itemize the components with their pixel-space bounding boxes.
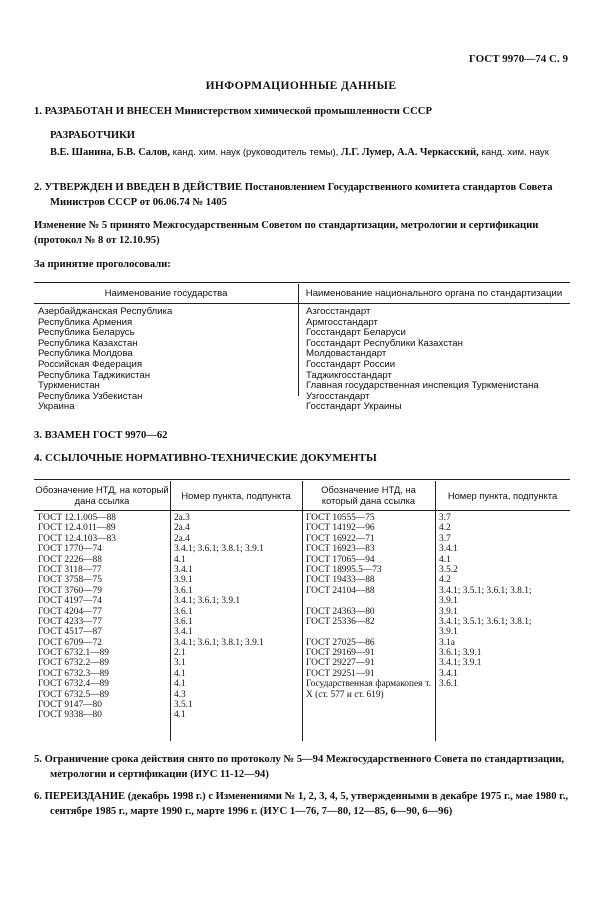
ref-col-item-right: Номер пункта, подпункта xyxy=(447,489,558,501)
ref-doc: ГОСТ 16922—71 xyxy=(306,533,375,544)
ref-doc: ГОСТ 29169—91 xyxy=(306,648,375,659)
ref-item: 3.4.1; 3.9.1 xyxy=(439,658,482,669)
ref-doc: ГОСТ 4517—87 xyxy=(38,627,102,638)
ref-doc: ГОСТ 14192—96 xyxy=(306,523,375,534)
ref-col-doc-left: Обозначение НТД, на который дана ссылка xyxy=(35,484,169,506)
ref-doc: ГОСТ 9147—80 xyxy=(38,700,102,711)
ref-divider-1 xyxy=(170,481,171,741)
ref-doc: ГОСТ 9338—80 xyxy=(38,710,102,721)
section-4: 4. ССЫЛОЧНЫЕ НОРМАТИВНО-ТЕХНИЧЕСКИЕ ДОКУМЕНТЫ xyxy=(34,452,377,464)
ref-doc: ГОСТ 29227—91 xyxy=(306,658,375,669)
agency-state: Туркменистан xyxy=(38,380,100,392)
ref-divider-2 xyxy=(302,481,303,741)
agencies-col-state: Наименование государства xyxy=(104,287,228,299)
ref-item: 3.6.1; 3.9.1 xyxy=(439,648,482,659)
ref-item: 3.4.1 xyxy=(173,564,193,575)
developers-list: В.Е. Шанина, Б.В. Салов, канд. хим. наук (руководитель темы), Л.Г. Лумер, А.А. Черкасский, канд. хим. наук xyxy=(50,147,549,158)
ref-item: 4.1 xyxy=(173,554,186,565)
references-table xyxy=(34,479,570,739)
section-3: 3. ВЗАМЕН ГОСТ 9970—62 xyxy=(34,430,168,441)
ref-item: 3.6.1 xyxy=(173,585,193,596)
ref-doc: ГОСТ 6732.1—89 xyxy=(38,648,109,659)
ref-doc: ГОСТ 6732.4—89 xyxy=(38,679,109,690)
section-1: 1. РАЗРАБОТАН И ВНЕСЕН Министерством химической промышленности СССР xyxy=(34,106,432,117)
agency-body: Госстандарт Беларуси xyxy=(306,327,406,339)
agencies-divider xyxy=(298,284,299,396)
agencies-table xyxy=(34,282,570,413)
ref-divider-3 xyxy=(435,481,436,741)
ref-left-items xyxy=(170,511,302,739)
section-2: 2. УТВЕРЖДЕН И ВВЕДЕН В ДЕЙСТВИЕ Постановлением Государственного комитета стандартов Совета Министров СССР от 06.06.74 № 1405 xyxy=(34,182,553,208)
ref-item: 3.5.2 xyxy=(439,564,458,575)
ref-item: 4.3 xyxy=(173,689,186,700)
agency-state: Республика Узбекистан xyxy=(38,390,143,402)
agency-body: Молдовастандарт xyxy=(306,348,387,360)
ref-doc: ГОСТ 19433—88 xyxy=(306,575,375,586)
ref-item: 3.4.1 xyxy=(439,668,458,679)
agencies-col-body: Наименование национального органа по стандартизации xyxy=(305,287,563,299)
agency-state: Республика Беларусь xyxy=(38,327,135,339)
ref-doc: ГОСТ 3118—77 xyxy=(38,564,102,575)
ref-right-items xyxy=(435,511,570,739)
ref-item: 3.1 xyxy=(173,658,186,669)
ref-item: 2а.3 xyxy=(173,513,190,523)
ref-doc-pharmacopoeia: Государственная фармакопея т. X (ст. 577 и ст. 619) xyxy=(306,679,432,700)
ref-item: 4.1 xyxy=(173,710,186,721)
agency-state: Республика Армения xyxy=(38,316,133,328)
ref-item: 3.9.1 xyxy=(439,596,458,607)
ref-item-pharmacopoeia: 3.6.1 xyxy=(439,679,458,690)
page-title: ИНФОРМАЦИОННЫЕ ДАННЫЕ xyxy=(205,80,397,92)
ref-item: 4.1 xyxy=(173,668,186,679)
ref-item: 2а.4 xyxy=(173,523,190,534)
ref-doc: ГОСТ 27025—86 xyxy=(306,637,375,648)
ref-doc: ГОСТ 6732.2—89 xyxy=(38,658,109,669)
ref-doc xyxy=(306,627,435,637)
references-table-body xyxy=(34,511,570,739)
agency-state: Республика Таджикистан xyxy=(38,369,151,381)
ref-item: 3.9.1 xyxy=(439,627,458,638)
ref-doc: ГОСТ 29251—91 xyxy=(306,668,375,679)
ref-doc: ГОСТ 1770—74 xyxy=(38,544,102,555)
ref-doc: ГОСТ 12.4.011—89 xyxy=(38,523,116,534)
ref-item: 4.1 xyxy=(173,679,186,690)
ref-item: 3.4.1; 3.6.1; 3.8.1; 3.9.1 xyxy=(173,637,264,648)
ref-item: 3.4.1; 3.5.1; 3.6.1; 3.8.1; xyxy=(439,585,532,596)
ref-doc: ГОСТ 3758—75 xyxy=(38,575,102,586)
ref-item: 3.1а xyxy=(439,637,455,648)
ref-item: 3.6.1 xyxy=(173,616,193,627)
ref-item: 4.2 xyxy=(439,575,451,586)
ref-doc: ГОСТ 24363—80 xyxy=(306,606,375,617)
ref-doc xyxy=(306,596,435,606)
agency-state: Азербайджанская Республика xyxy=(38,306,173,317)
ref-item: 3.9.1 xyxy=(439,606,458,617)
agency-body: Госстандарт Украины xyxy=(306,401,402,413)
ref-doc: ГОСТ 6732.5—89 xyxy=(38,689,109,700)
agency-body: Армгосстандарт xyxy=(306,316,378,328)
voted-heading: За принятие проголосовали: xyxy=(34,259,171,270)
ref-doc: ГОСТ 12.1.005—88 xyxy=(38,513,116,523)
page-header-ref: ГОСТ 9970—74 С. 9 xyxy=(468,53,568,65)
ref-item: 3.5.1 xyxy=(173,700,193,711)
ref-item: 4.2 xyxy=(439,523,451,534)
ref-item: 3.7 xyxy=(439,533,451,544)
section-6: 6. ПЕРЕИЗДАНИЕ (декабрь 1998 г.) с Изменениями № 1, 2, 3, 4, 5, утвержденными в декабре 1975 г., мае 1980 г., сентябре 1985 г., марте 1990 г., марте 1996 г. (ИУС 1—76, 7—80, 12—85, 6—90, 6—96) xyxy=(34,791,569,817)
developers-heading: РАЗРАБОТЧИКИ xyxy=(50,130,136,141)
ref-item: 3.4.1; 3.6.1; 3.9.1 xyxy=(173,596,241,607)
ref-doc: ГОСТ 6732.3—89 xyxy=(38,668,109,679)
agency-body: Госстандарт России xyxy=(306,358,396,370)
agencies-table-header xyxy=(34,282,570,304)
agency-body: Госстандарт Республики Казахстан xyxy=(306,337,463,349)
agency-state: Республика Молдова xyxy=(38,348,133,360)
ref-item: 3.4.1; 3.5.1; 3.6.1; 3.8.1; xyxy=(439,616,532,627)
ref-item: 3.7 xyxy=(439,513,451,523)
agency-state: Республика Казахстан xyxy=(38,337,138,349)
ref-doc: ГОСТ 10555—75 xyxy=(306,513,375,523)
ref-doc: ГОСТ 16923—83 xyxy=(306,544,375,555)
ref-item: 3.4.1 xyxy=(173,627,193,638)
ref-right-docs xyxy=(302,511,435,739)
ref-item: 2.1 xyxy=(173,648,186,659)
agency-body: Азгосстандарт xyxy=(306,306,371,317)
ref-doc: ГОСТ 12.4.103—83 xyxy=(38,533,116,544)
agencies-states-column xyxy=(34,304,298,413)
ref-doc: ГОСТ 3760—79 xyxy=(38,585,102,596)
agency-state: Украина xyxy=(38,401,75,413)
ref-col-item-left: Номер пункта, подпункта xyxy=(181,489,291,501)
agencies-table-body xyxy=(34,304,570,413)
agencies-bodies-column xyxy=(298,304,570,413)
ref-doc: ГОСТ 2226—88 xyxy=(38,554,102,565)
ref-item: 3.9.1 xyxy=(173,575,193,586)
ref-doc: ГОСТ 18995.5—73 xyxy=(306,564,382,575)
ref-doc: ГОСТ 25336—82 xyxy=(306,616,375,627)
ref-doc: ГОСТ 24104—88 xyxy=(306,585,375,596)
ref-col-doc-right: Обозначение НТД, на который дана ссылка xyxy=(321,484,416,506)
ref-item: 3.4.1 xyxy=(439,544,458,555)
ref-doc: ГОСТ 4204—77 xyxy=(38,606,102,617)
ref-item: 2а.4 xyxy=(173,533,190,544)
section-5: 5. Ограничение срока действия снято по протоколу № 5—94 Межгосударственного Совета по стандартизации, метрологии и сертификации (ИУС 11-12—94) xyxy=(34,754,565,780)
agency-body: Таджикгосстандарт xyxy=(306,369,392,381)
agency-body: Главная государственная инспекция Туркменистана xyxy=(306,380,539,392)
ref-item: 3.6.1 xyxy=(173,606,193,617)
agency-body: Узгосстандарт xyxy=(306,390,370,402)
ref-doc: ГОСТ 17065—94 xyxy=(306,554,375,565)
ref-left-docs xyxy=(34,511,170,739)
amendment-note: Изменение № 5 принято Межгосударственным Советом по стандартизации, метрологии и сертификации (протокол № 8 от 12.10.95) xyxy=(34,220,539,246)
ref-doc: ГОСТ 6709—72 xyxy=(38,637,102,648)
ref-item: 3.4.1; 3.6.1; 3.8.1; 3.9.1 xyxy=(173,544,264,555)
agency-state: Российская Федерация xyxy=(38,358,143,370)
ref-doc: ГОСТ 4197—74 xyxy=(38,596,102,607)
ref-doc: ГОСТ 4233—77 xyxy=(38,616,102,627)
ref-item: 4.1 xyxy=(439,554,451,565)
